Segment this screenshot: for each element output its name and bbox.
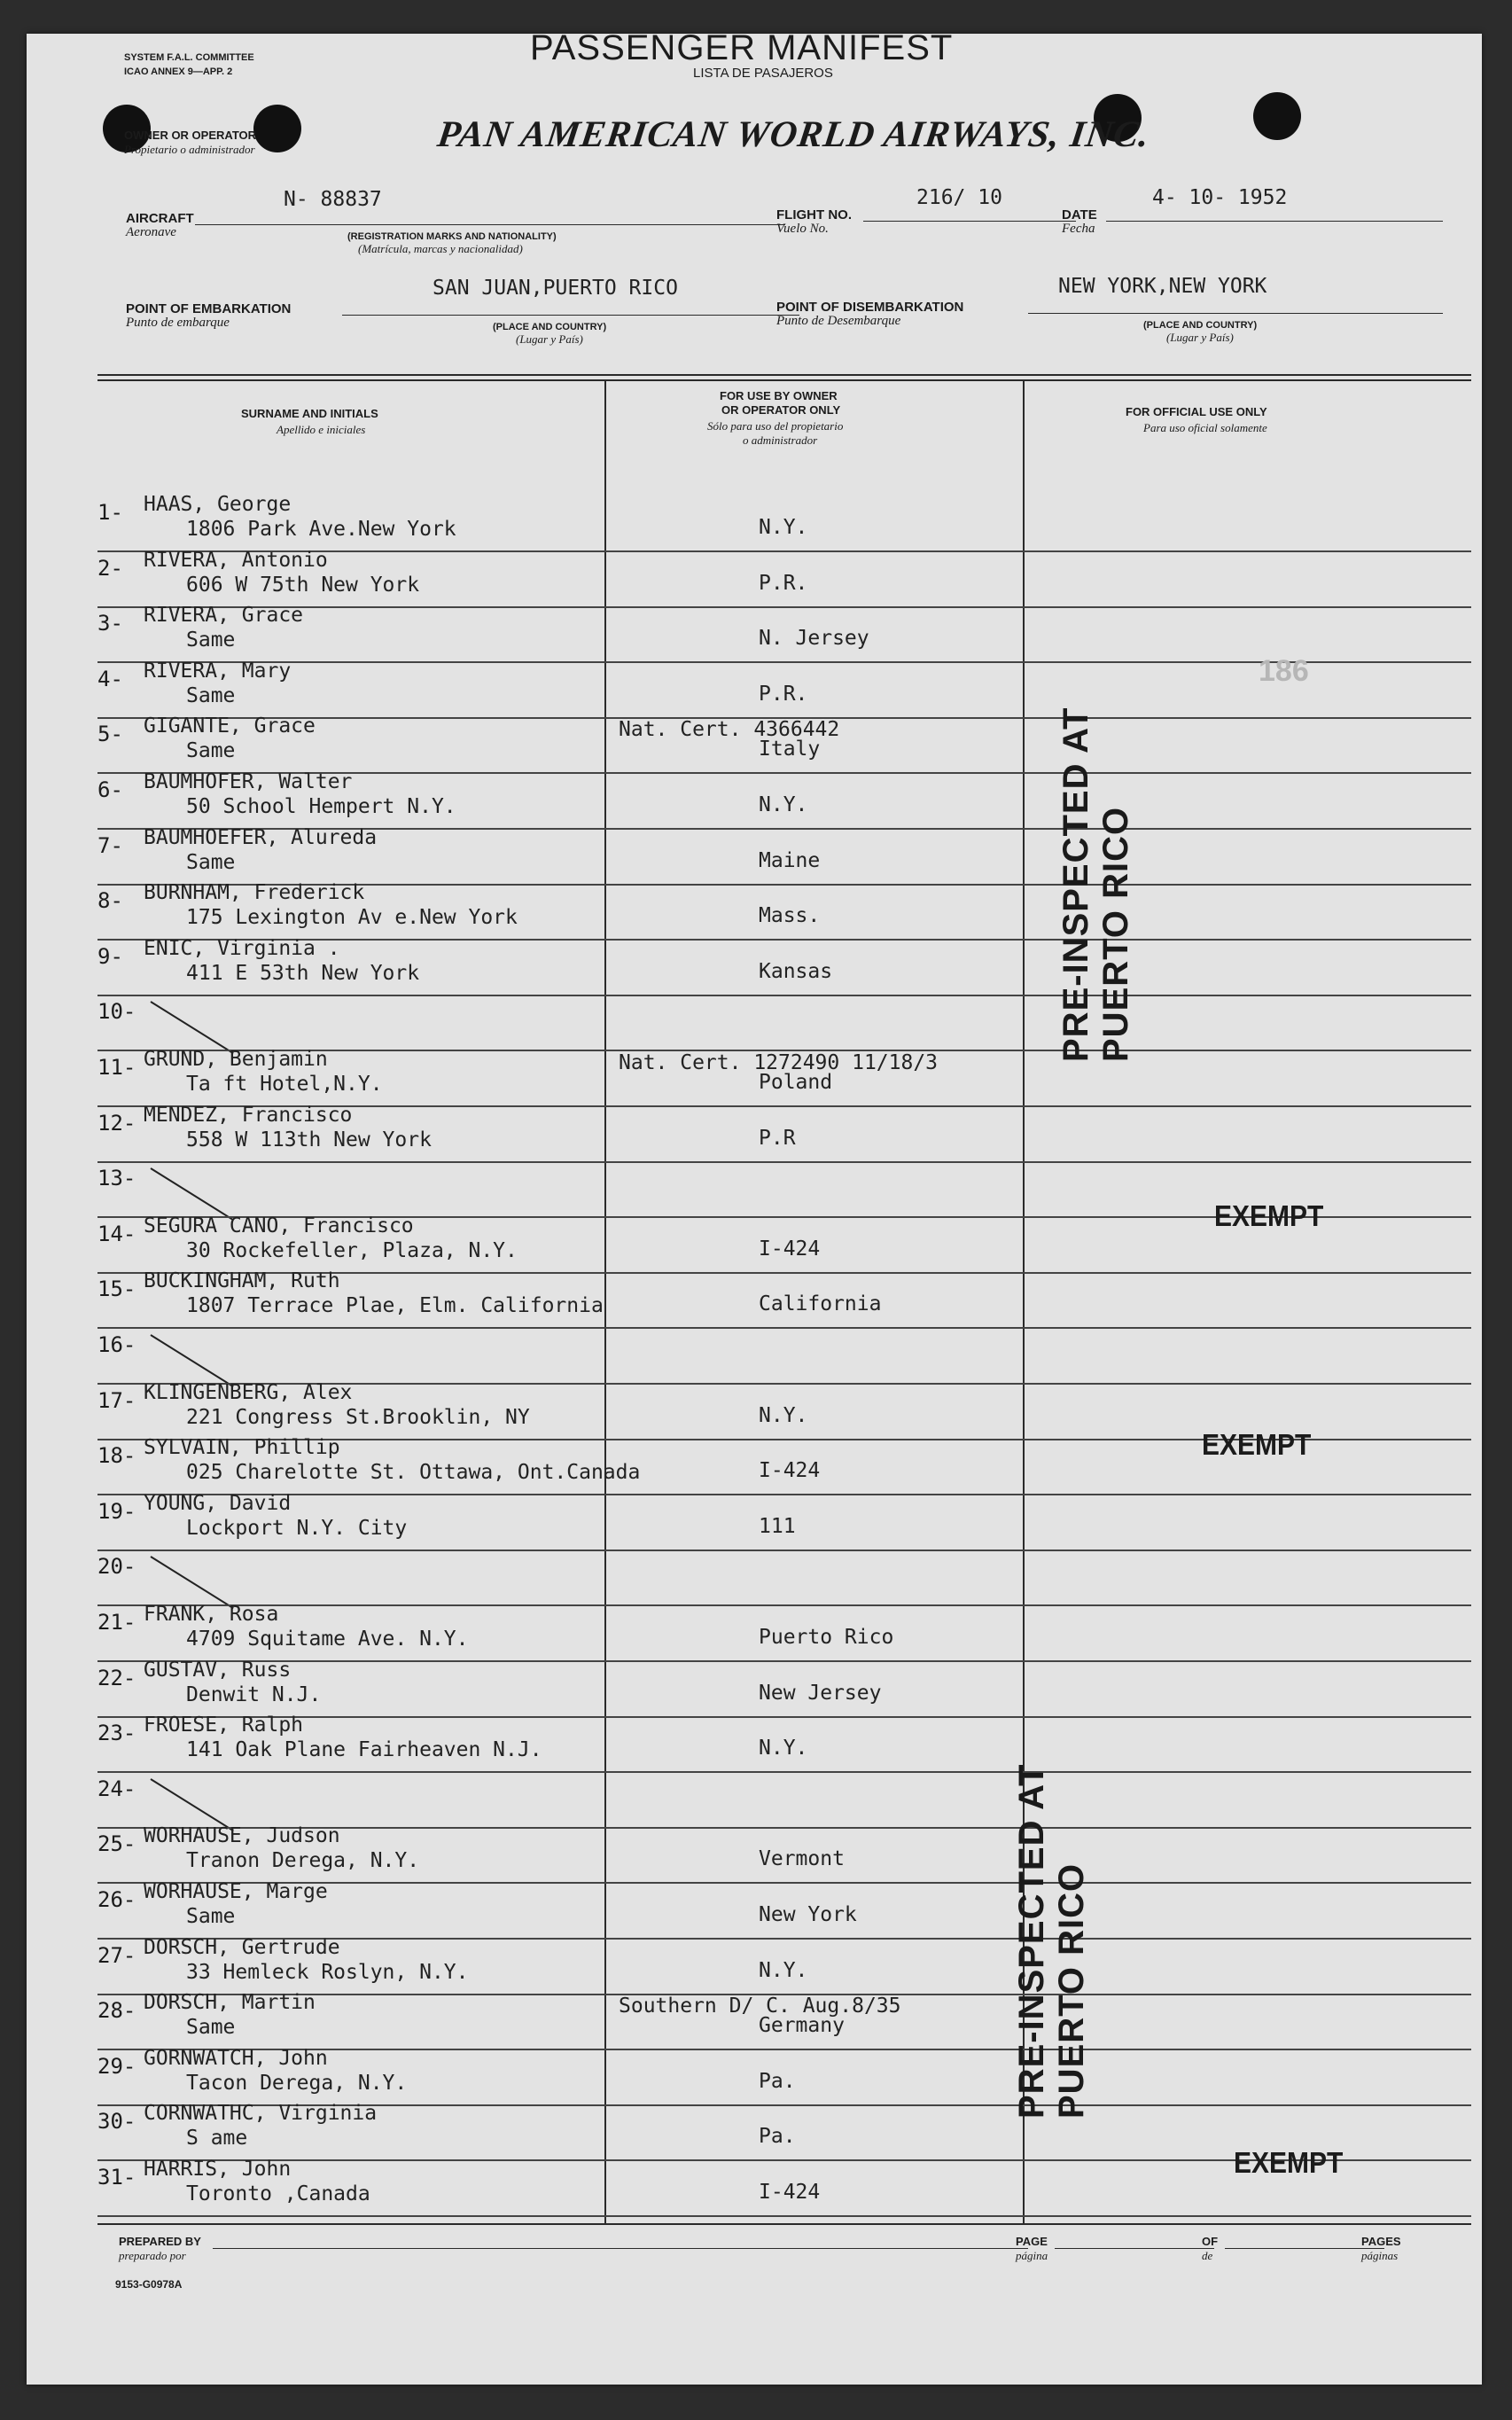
- passenger-address: 411 E 53th New York: [186, 962, 420, 985]
- passenger-address: Same: [186, 2016, 236, 2039]
- table-row: [27, 1775, 1480, 1831]
- table-row: [27, 1104, 1480, 1165]
- operator-origin: 111: [759, 1515, 796, 1538]
- committee-line-1: SYSTEM F.A.L. COMMITTEE: [124, 52, 254, 63]
- row-divider: [97, 995, 1471, 996]
- blank-row-slash: [150, 1334, 233, 1387]
- prepared-label-es: preparado por: [119, 2249, 186, 2262]
- form-code: 9153-G0978A: [115, 2278, 183, 2291]
- passenger-address: Tacon Derega, N.Y.: [186, 2072, 408, 2095]
- table-row: [27, 1552, 1480, 1608]
- table-row: [27, 997, 1480, 1053]
- passenger-address: Same: [186, 1905, 236, 1928]
- passenger-name: GIGANTE, Grace: [144, 714, 316, 738]
- passenger-name: ENIC, Virginia .: [144, 937, 340, 960]
- page-number-mark: 186: [1259, 654, 1309, 688]
- passenger-name: BUCKINGHAM, Ruth: [144, 1269, 340, 1292]
- passenger-name: RIVERA, Antonio: [144, 549, 328, 572]
- row-number: 24-: [97, 1776, 136, 1801]
- row-number: 11-: [97, 1055, 136, 1080]
- date-underline: [1106, 221, 1443, 222]
- flight-value: 216/ 10: [916, 186, 1002, 209]
- passenger-name: FROESE, Ralph: [144, 1714, 304, 1737]
- table-row: [27, 1603, 1480, 1664]
- disembark-value: NEW YORK,NEW YORK: [1058, 275, 1267, 298]
- passenger-name: DORSCH, Martin: [144, 1991, 316, 2014]
- row-number: 14-: [97, 1222, 136, 1246]
- row-number: 31-: [97, 2165, 136, 2190]
- embark-note: (PLACE AND COUNTRY): [493, 322, 607, 332]
- operator-origin: Mass.: [759, 904, 821, 927]
- table-row: [27, 1492, 1480, 1553]
- operator-origin: Maine: [759, 849, 821, 872]
- disembark-underline: [1028, 313, 1443, 314]
- operator-origin: N.Y.: [759, 1737, 808, 1760]
- passenger-address: 1806 Park Ave.New York: [186, 518, 456, 541]
- passenger-name: GRUND, Benjamin: [144, 1048, 328, 1071]
- page-title: PASSENGER MANIFEST: [530, 28, 954, 67]
- col-operator-header-2: OR OPERATOR ONLY: [721, 403, 841, 417]
- blank-row-slash: [150, 1001, 233, 1054]
- operator-origin: I-424: [759, 1237, 821, 1261]
- passenger-name: KLINGENBERG, Alex: [144, 1381, 353, 1404]
- owner-label-es: Propietario o administrador: [124, 143, 255, 156]
- row-number: 18-: [97, 1443, 136, 1468]
- table-top-rule: [97, 374, 1471, 376]
- date-label-es: Fecha: [1062, 222, 1095, 236]
- passenger-address: Lockport N.Y. City: [186, 1517, 408, 1540]
- pages-label: PAGES: [1361, 2235, 1401, 2248]
- operator-origin: Kansas: [759, 960, 833, 983]
- table-row: [27, 881, 1480, 942]
- row-divider: [97, 606, 1471, 608]
- table-row: [27, 1824, 1480, 1885]
- row-divider: [97, 1716, 1471, 1718]
- operator-note: Nat. Cert. 1272490 11/18/3: [619, 1051, 939, 1074]
- table-row: [27, 1659, 1480, 1720]
- pre-inspected-stamp-2: PRE-INSPECTED AT PUERTO RICO: [1012, 1763, 1091, 2119]
- passenger-address: Same: [186, 684, 236, 707]
- aircraft-label: AIRCRAFT: [126, 211, 194, 226]
- blank-row-slash: [150, 1556, 233, 1609]
- col-operator-header-es-2: o administrador: [743, 433, 818, 447]
- passenger-address: 025 Charelotte St. Ottawa, Ont.Canada: [186, 1461, 641, 1484]
- registration-note-es: (Matrícula, marcas y nacionalidad): [358, 242, 523, 255]
- row-divider: [97, 1327, 1471, 1329]
- operator-origin: N. Jersey: [759, 627, 869, 650]
- row-number: 15-: [97, 1276, 136, 1301]
- passenger-name: HAAS, George: [144, 493, 292, 516]
- row-number: 16-: [97, 1332, 136, 1357]
- table-row: [27, 1936, 1480, 1997]
- col-official-header-es: Para uso oficial solamente: [1143, 421, 1267, 434]
- row-divider: [97, 1604, 1471, 1606]
- disembark-note-es: (Lugar y País): [1166, 331, 1234, 344]
- of-label-es: de: [1202, 2249, 1213, 2262]
- operator-origin: I-424: [759, 2181, 821, 2204]
- table-row: [27, 549, 1480, 610]
- row-number: 29-: [97, 2054, 136, 2079]
- row-number: 12-: [97, 1111, 136, 1136]
- operator-origin: P.R.: [759, 572, 808, 595]
- committee-line-2: ICAO ANNEX 9—APP. 2: [124, 66, 233, 77]
- passenger-name: WORHAUSE, Judson: [144, 1824, 340, 1847]
- passenger-address: 221 Congress St.Brooklin, NY: [186, 1406, 530, 1429]
- operator-origin: Poland: [759, 1071, 833, 1094]
- operator-origin: Puerto Rico: [759, 1626, 894, 1649]
- passenger-name: WORHAUSE, Marge: [144, 1880, 328, 1903]
- operator-origin: P.R.: [759, 683, 808, 706]
- passenger-address: Denwit N.J.: [186, 1683, 322, 1706]
- passenger-address: 1807 Terrace Plae, Elm. California: [186, 1294, 604, 1317]
- passenger-name: BURNHAM, Frederick: [144, 881, 365, 904]
- passenger-name: SEGURA CANO, Francisco: [144, 1214, 414, 1237]
- passenger-name: MENDEZ, Francisco: [144, 1104, 353, 1127]
- passenger-address: 30 Rockefeller, Plaza, N.Y.: [186, 1239, 518, 1262]
- prepared-underline: [213, 2248, 1028, 2249]
- passenger-address: 50 School Hempert N.Y.: [186, 795, 456, 818]
- row-divider: [97, 2215, 1471, 2217]
- operator-origin: Pa.: [759, 2070, 796, 2093]
- pages-label-es: páginas: [1361, 2249, 1399, 2262]
- row-number: 7-: [97, 833, 123, 858]
- owner-label: OWNER OR OPERATOR: [124, 129, 257, 142]
- flight-underline: [863, 221, 1076, 222]
- exempt-stamp-row-18: EXEMPT: [1202, 1429, 1312, 1462]
- disembark-note: (PLACE AND COUNTRY): [1143, 320, 1258, 331]
- operator-name: PAN AMERICAN WORLD AIRWAYS, INC.: [434, 114, 1153, 155]
- operator-note: Nat. Cert. 4366442: [619, 718, 840, 741]
- row-divider: [97, 1550, 1471, 1551]
- punch-hole: [1253, 92, 1301, 140]
- row-number: 19-: [97, 1499, 136, 1524]
- disembark-label: POINT OF DISEMBARKATION: [776, 300, 964, 315]
- flight-label: FLIGHT NO.: [776, 207, 852, 222]
- row-number: 1-: [97, 500, 123, 525]
- exempt-stamp-row-14: EXEMPT: [1214, 1200, 1324, 1233]
- embark-underline: [342, 315, 799, 316]
- page-label: PAGE: [1016, 2235, 1048, 2248]
- passenger-address: Same: [186, 628, 236, 652]
- pre-inspected-stamp-1: PRE-INSPECTED AT PUERTO RICO: [1056, 706, 1135, 1062]
- row-number: 4-: [97, 667, 123, 691]
- passenger-name: GUSTAV, Russ: [144, 1659, 292, 1682]
- row-divider: [97, 1771, 1471, 1773]
- row-divider: [97, 1161, 1471, 1163]
- passenger-name: RIVERA, Mary: [144, 660, 292, 683]
- operator-origin: N.Y.: [759, 793, 808, 816]
- row-divider: [97, 1660, 1471, 1662]
- passenger-name: DORSCH, Gertrude: [144, 1936, 340, 1959]
- operator-origin: I-424: [759, 1459, 821, 1482]
- of-underline: [1225, 2248, 1384, 2249]
- operator-note: Southern D/ C. Aug.8/35: [619, 1995, 901, 2018]
- page-subtitle: LISTA DE PASAJEROS: [693, 66, 833, 81]
- table-top-rule-2: [97, 379, 1471, 381]
- table-row: [27, 714, 1480, 776]
- embark-note-es: (Lugar y País): [516, 332, 583, 346]
- operator-origin: N.Y.: [759, 1404, 808, 1427]
- passenger-address: Ta ft Hotel,N.Y.: [186, 1073, 383, 1096]
- passenger-name: HARRIS, John: [144, 2158, 292, 2181]
- passenger-name: BAUMHOEFER, Alureda: [144, 826, 378, 849]
- operator-origin: New York: [759, 1903, 857, 1926]
- table-row: [27, 1048, 1480, 1109]
- col-official-header: FOR OFFICIAL USE ONLY: [1126, 405, 1267, 418]
- col-surname-header-es: Apellido e iniciales: [277, 423, 366, 436]
- row-number: 27-: [97, 1943, 136, 1968]
- passenger-address: 33 Hemleck Roslyn, N.Y.: [186, 1961, 469, 1984]
- passenger-address: Tranon Derega, N.Y.: [186, 1849, 420, 1872]
- table-row: [27, 937, 1480, 998]
- operator-origin: Vermont: [759, 1847, 845, 1870]
- passenger-address: 175 Lexington Av e.New York: [186, 906, 518, 929]
- table-row: [27, 1269, 1480, 1331]
- table-row: [27, 1880, 1480, 1941]
- row-number: 13-: [97, 1166, 136, 1190]
- passenger-name: BAUMHOFER, Walter: [144, 770, 353, 793]
- operator-origin: Germany: [759, 2014, 845, 2037]
- row-number: 21-: [97, 1610, 136, 1635]
- passenger-address: Toronto ,Canada: [186, 2182, 370, 2205]
- passenger-name: SYLVAIN, Phillip: [144, 1436, 340, 1459]
- row-number: 30-: [97, 2109, 136, 2134]
- row-number: 2-: [97, 556, 123, 581]
- flight-label-es: Vuelo No.: [776, 222, 829, 236]
- embark-label: POINT OF EMBARKATION: [126, 301, 292, 316]
- prepared-label: PREPARED BY: [119, 2235, 201, 2248]
- passenger-name: FRANK, Rosa: [144, 1603, 279, 1626]
- date-label: DATE: [1062, 207, 1097, 222]
- table-row: [27, 1991, 1480, 2052]
- table-row: [27, 770, 1480, 831]
- row-number: 23-: [97, 1721, 136, 1745]
- row-number: 6-: [97, 777, 123, 802]
- table-row: [27, 2047, 1480, 2108]
- manifest-sheet: [27, 28, 1482, 2385]
- row-number: 28-: [97, 1998, 136, 2023]
- registration-note: (REGISTRATION MARKS AND NATIONALITY): [347, 231, 557, 242]
- punch-hole: [253, 105, 301, 152]
- aircraft-underline: [195, 224, 785, 225]
- footer-rule: [97, 2223, 1471, 2225]
- table-row: [27, 1331, 1480, 1386]
- table-row: [27, 826, 1480, 887]
- operator-origin: Pa.: [759, 2125, 796, 2148]
- row-number: 17-: [97, 1388, 136, 1413]
- col-operator-header-1: FOR USE BY OWNER: [720, 389, 838, 402]
- passenger-address: Same: [186, 851, 236, 874]
- col-operator-header-es-1: Sólo para uso del propietario: [707, 419, 844, 433]
- passenger-address: Same: [186, 739, 236, 762]
- row-number: 26-: [97, 1887, 136, 1912]
- exempt-stamp-row-31: EXEMPT: [1234, 2147, 1344, 2180]
- operator-origin: California: [759, 1292, 882, 1315]
- passenger-address: 4709 Squitame Ave. N.Y.: [186, 1628, 469, 1651]
- row-number: 20-: [97, 1554, 136, 1579]
- passenger-name: CORNWATHC, Virginia: [144, 2102, 378, 2125]
- passenger-name: GORNWATCH, John: [144, 2047, 328, 2070]
- row-number: 10-: [97, 999, 136, 1024]
- date-value: 4- 10- 1952: [1152, 186, 1288, 209]
- row-number: 3-: [97, 611, 123, 636]
- operator-origin: New Jersey: [759, 1682, 882, 1705]
- row-divider: [97, 1494, 1471, 1495]
- row-number: 8-: [97, 888, 123, 913]
- passenger-address: 141 Oak Plane Fairheaven N.J.: [186, 1738, 542, 1761]
- operator-origin: N.Y.: [759, 1959, 808, 1982]
- operator-origin: N.Y.: [759, 516, 808, 539]
- table-row: [27, 1714, 1480, 1775]
- row-number: 5-: [97, 722, 123, 746]
- aircraft-value: N- 88837: [284, 188, 382, 211]
- passenger-address: S ame: [186, 2127, 248, 2150]
- table-row: [27, 493, 1480, 554]
- embark-label-es: Punto de embarque: [126, 316, 230, 330]
- page-label-es: página: [1016, 2249, 1048, 2262]
- passenger-address: 606 W 75th New York: [186, 574, 420, 597]
- row-number: 22-: [97, 1666, 136, 1690]
- passenger-name: YOUNG, David: [144, 1492, 292, 1515]
- operator-origin: Italy: [759, 738, 821, 761]
- col-surname-header: SURNAME AND INITIALS: [241, 407, 378, 420]
- passenger-name: RIVERA, Grace: [144, 604, 304, 627]
- embark-value: SAN JUAN,PUERTO RICO: [433, 277, 678, 300]
- blank-row-slash: [150, 1167, 233, 1221]
- row-number: 25-: [97, 1831, 136, 1856]
- operator-origin: P.R: [759, 1127, 796, 1150]
- aircraft-label-es: Aeronave: [126, 225, 176, 239]
- passenger-address: 558 W 113th New York: [186, 1128, 432, 1151]
- page-underline: [1055, 2248, 1214, 2249]
- row-number: 9-: [97, 944, 123, 969]
- of-label: OF: [1202, 2235, 1219, 2248]
- disembark-label-es: Punto de Desembarque: [776, 314, 901, 328]
